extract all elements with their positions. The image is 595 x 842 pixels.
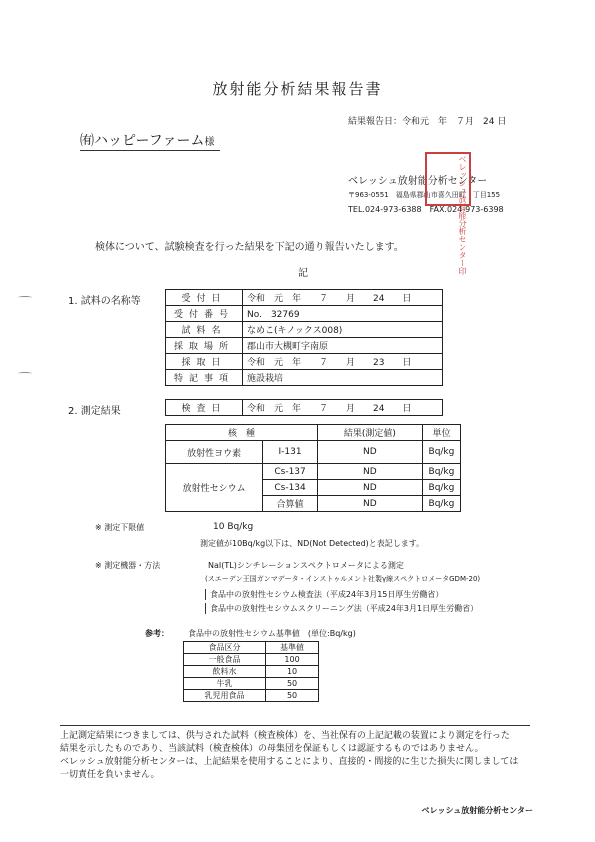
sample-row: [166, 354, 443, 370]
footer-lab-name: ベレッシュ放射能分析センター: [421, 806, 533, 815]
disclaimer-line: 上記測定結果につきましては、供与された試料（検査検体）を、当社保有の上記記載の装置により測定を行った: [60, 731, 510, 741]
lab-stamp-text: ベレッシュ放射能分析センター印: [458, 155, 467, 275]
sample-row-value: 令和 元 年 ７ 月 24 日: [243, 290, 443, 306]
sample-row-value: No. 32769: [243, 306, 443, 322]
cesium-name: 放射性セシウム: [166, 464, 263, 512]
reference-title: 食品中の放射性セシウム基準値 (単位:Bq/kg): [188, 629, 356, 638]
sample-row: [166, 370, 443, 386]
sample-row: [166, 338, 443, 354]
equip-line2: (スエーデン王国ガンマデータ・インストゥルメント社製γ線スペクトロメータGDM-20): [205, 575, 481, 583]
recipient-name: ㈲ハッピーファーム: [80, 133, 205, 149]
reference-col-limit: 基準値: [266, 642, 319, 654]
limit-value: 10 Bq/kg: [213, 522, 254, 532]
recipient-honorific: 様: [204, 137, 215, 148]
cs-total-nuclide: 合算値: [263, 496, 318, 512]
inspection-date-value: 令和 元 年 ７ 月 24 日: [243, 400, 443, 416]
cs137-nuclide: Cs-137: [263, 464, 318, 480]
limit-label: ※ 測定下限値: [95, 523, 145, 532]
results-table: [165, 424, 461, 512]
sample-row-label: 受付日: [166, 290, 243, 306]
sample-row-value: 施設栽培: [243, 370, 443, 386]
reference-row: [184, 678, 319, 690]
reference-label: 参考：: [145, 629, 169, 638]
sample-row: [166, 290, 443, 306]
disclaimer: [60, 725, 530, 782]
recipient: [80, 130, 220, 151]
equip-label: ※ 測定機器・方法: [95, 561, 161, 570]
sample-row: [166, 322, 443, 338]
sample-row-value: 郡山市大槻町字南原: [243, 338, 443, 354]
cs137-result: ND: [317, 464, 422, 480]
reference-category: 一般食品: [184, 654, 266, 666]
cesium-row: [166, 464, 461, 480]
inspection-date-row: [166, 400, 443, 416]
reference-row: [184, 666, 319, 678]
sample-table: [165, 289, 443, 386]
disclaimer-line: ベレッシュ放射能分析センターは、上記結果を使用することにより、直接的・間接的に生じた損失に関しましては: [60, 757, 519, 767]
cs137-unit: Bq/kg: [422, 464, 460, 480]
lab-name: ベレッシュ放射能分析センター: [348, 176, 488, 187]
intro-text: 検体について、試験検査を行った結果を下記の通り報告いたします。: [95, 242, 404, 253]
sample-row-value: なめこ(キノックス008): [243, 322, 443, 338]
reference-value: 50: [266, 690, 319, 702]
iodine-row: [166, 441, 461, 464]
reference-header-row: [184, 642, 319, 654]
document-title: 放射能分析結果報告書: [212, 80, 383, 98]
iodine-result: ND: [317, 441, 422, 464]
disclaimer-line: 結果を示したものであり、当該試料（検査検体）の母集団を保証もしくは認証するものではありません。: [60, 744, 484, 754]
inspection-date-label: 検査日: [166, 400, 243, 416]
sample-row-label: 採取場所: [166, 338, 243, 354]
col-nuclide: 核 種: [166, 425, 318, 441]
lab-stamp: [425, 152, 471, 275]
sample-row: [166, 306, 443, 322]
method-line1: 食品中の放射性セシウム検査法（平成24年3月15日厚生労働省）: [205, 589, 443, 600]
disclaimer-line: 一切責任を負いません。: [60, 770, 160, 780]
reference-col-category: 食品区分: [184, 642, 266, 654]
sample-row-value: 令和 元 年 ７ 月 23 日: [243, 354, 443, 370]
cs134-result: ND: [317, 480, 422, 496]
reference-value: 10: [266, 666, 319, 678]
sample-heading: 1. 試料の名称等: [68, 296, 141, 307]
cs134-unit: Bq/kg: [422, 480, 460, 496]
reference-row: [184, 654, 319, 666]
iodine-name: 放射性ヨウ素: [166, 441, 263, 464]
iodine-nuclide: I-131: [263, 441, 318, 464]
reference-value: 100: [266, 654, 319, 666]
inspection-date-table: [165, 399, 443, 416]
results-heading: 2. 測定結果: [68, 406, 121, 417]
col-result: 結果(測定値): [317, 425, 422, 441]
cs134-nuclide: Cs-134: [263, 480, 318, 496]
iodine-unit: Bq/kg: [422, 441, 460, 464]
reference-category: 飲料水: [184, 666, 266, 678]
limit-text: 測定値が10Bq/kg以下は、ND(Not Detected)と表記します。: [200, 539, 425, 548]
reference-table: [183, 641, 319, 702]
punch-mark-bottom: [18, 372, 32, 375]
ki-label: 記: [298, 268, 308, 279]
sample-row-label: 受付番号: [166, 306, 243, 322]
method-line2: 食品中の放射性セシウムスクリーニング法（平成24年3月1日厚生労働省）: [205, 603, 478, 614]
equip-line1: NaI(TL)シンチレーションスペクトロメータによる測定: [208, 561, 404, 570]
sample-row-label: 採取日: [166, 354, 243, 370]
reference-value: 50: [266, 678, 319, 690]
reference-category: 乳児用食品: [184, 690, 266, 702]
results-header-row: [166, 425, 461, 441]
lab-tel-fax: TEL.024-973-6388 FAX.024-973-6398: [348, 205, 504, 214]
sample-row-label: 特記事項: [166, 370, 243, 386]
cs-total-unit: Bq/kg: [422, 496, 460, 512]
sample-row-label: 試料名: [166, 322, 243, 338]
lab-address: 〒963-0551 福島県郡山市喜久田町 丁目155: [348, 191, 501, 199]
reference-row: [184, 690, 319, 702]
reference-category: 牛乳: [184, 678, 266, 690]
punch-mark-top: [18, 296, 32, 299]
col-unit: 単位: [422, 425, 460, 441]
report-date: 結果報告日：令和元 年 ７月 24 日: [348, 117, 507, 127]
cs-total-result: ND: [317, 496, 422, 512]
